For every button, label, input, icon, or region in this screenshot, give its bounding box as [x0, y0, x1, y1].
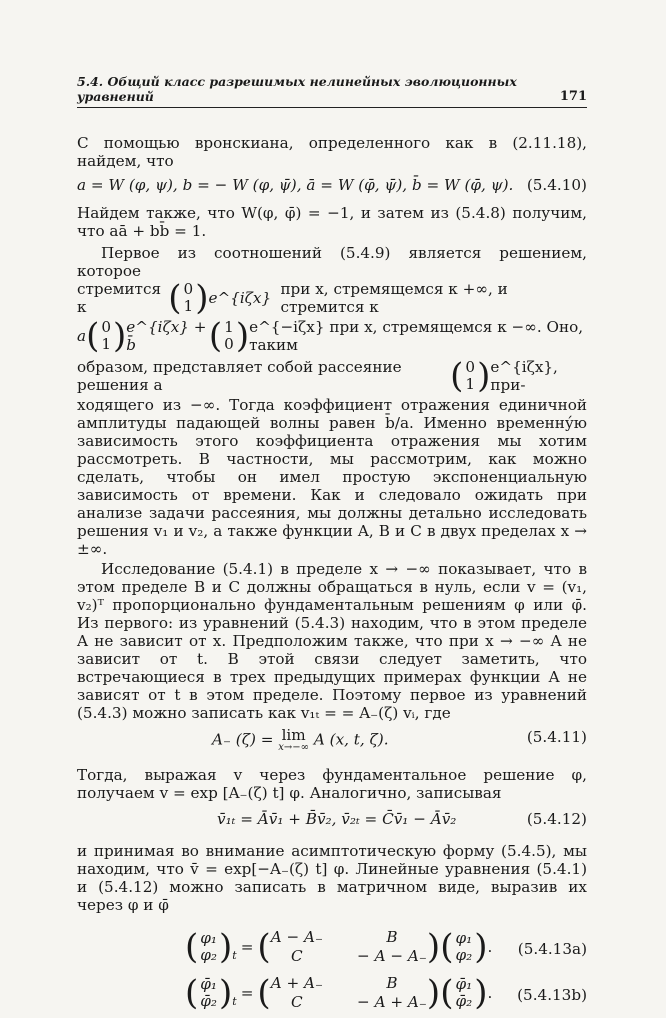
text-stremitsya: стремится к	[77, 280, 162, 316]
equation-tag: (5.4.13a)	[517, 940, 587, 958]
vector-top: 0	[465, 358, 476, 376]
matrix-21: C	[291, 993, 303, 1011]
vector-bottom: φ₂	[455, 945, 473, 964]
coef-a: a	[77, 327, 87, 345]
paragraph-4: Исследование (5.4.1) в пределе x → −∞ показывает, что в этом пределе B и C должны обращаться в нуль, если v = (v₁, v₂)ᵀ пропорционально фундаментальным решениям φ или φ̄. Из первого: из уравнений (5.4.3) находим, что в этом пределе A не зависит от x. Предположим также, что при x → −∞ A не зависит от t. В этой связи следует заметить, что встречающиеся в трех предыдущих примерах функции A не зависят от t в этом пределе. Поэтому первое из уравнений (5.4.3) можно записать как v₁ₜ = = A₋(ζ) vᵢ, где	[77, 560, 587, 722]
running-header	[77, 74, 587, 108]
vector-bottom: φ̄₂	[455, 991, 473, 1010]
page-number: 171	[559, 89, 587, 104]
text-tail: e^{−iζx} при x, стремящемся к −∞. Оно, таким	[249, 318, 584, 354]
vector-top: 0	[183, 280, 194, 298]
equation-tag: (5.4.12)	[526, 810, 587, 828]
equation-5-4-10	[77, 176, 587, 196]
rhs-vector	[455, 976, 472, 1010]
paragraph-6: и принимая во внимание асимптотическую форму (5.4.5), мы находим, что v̄ = exp[−A₋(ζ) t] φ. Линейные уравнения (5.4.1) и (5.4.12) можно записать в матричном виде, выразив их через φ и φ̄	[77, 842, 587, 914]
page	[77, 74, 587, 1018]
matrix-21: C	[291, 947, 303, 965]
paren-close: )	[219, 972, 233, 1013]
equation-body: a = W (φ, ψ), b = − W (φ, ψ̄), ā = W (φ̄, ψ̄), b̄ = W (φ̄, ψ).	[77, 176, 514, 194]
subscript-t: t	[232, 995, 237, 1008]
vector-top: φ̄₁	[200, 974, 217, 993]
vector-1-0	[224, 319, 234, 353]
vector-top: φ₁	[200, 928, 217, 947]
paren-open: (	[450, 356, 464, 396]
paren-close: )	[474, 926, 488, 967]
equation-5-4-12	[77, 810, 587, 832]
vector-top: 0	[101, 318, 111, 336]
exponent-1: e^{iζx}	[208, 289, 272, 307]
text-head: образом, представляет собой рассеяние решения a	[77, 358, 402, 394]
matrix-22: − A + A₋	[357, 993, 427, 1011]
paragraph-1: С помощью вронскиана, определенного как в (2.11.18), найдем, что	[77, 134, 587, 170]
text-tail: e^{iζx}, при-	[490, 358, 558, 394]
paragraph-2: Найдем также, что W(φ, φ̄) = −1, и затем из (5.4.8) получим, что aā + bb̄ = 1.	[77, 204, 587, 240]
vector-bottom: 1	[183, 297, 194, 315]
equation-5-4-11	[77, 728, 587, 762]
limit-operator	[278, 728, 309, 753]
equation-5-4-13b: ( φ̄₁ φ̄₂ ) t = ( A + A₋ B C − A + A₋ ) ( φ̄₁ φ̄₂ ) . (5.4.13b)	[185, 972, 587, 1013]
vector-bottom: 0	[224, 335, 234, 353]
vector-top: φ₁	[455, 928, 473, 947]
paren-close: )	[195, 278, 209, 318]
subscript-t: t	[232, 949, 237, 962]
vector-bottom: φ₂	[200, 945, 217, 964]
matrix-12: B	[386, 974, 398, 992]
exponent-2: e^{iζx} + b̄	[126, 318, 207, 354]
equation-rhs: A (x, t, ζ).	[313, 730, 389, 749]
lhs-vector	[200, 976, 217, 1010]
paren-open: (	[185, 926, 199, 967]
paren-close: )	[477, 356, 491, 396]
vector-bottom: 1	[101, 335, 111, 353]
paragraph-5: Тогда, выражая v через фундаментальное решение φ, получаем v = exp [A₋(ζ) t] φ. Аналогично, записывая	[77, 766, 587, 802]
vector-top: 1	[224, 318, 234, 336]
vector-top: φ̄₁	[455, 974, 473, 993]
paren-close: )	[235, 316, 250, 356]
equation-tag: (5.4.13b)	[517, 986, 587, 1004]
paragraph-3-line-2	[77, 280, 587, 316]
vector-bottom: 1	[465, 375, 476, 393]
paren-open: (	[257, 926, 271, 967]
text-tail: при x, стремящемся к +∞, и стремится к	[280, 280, 508, 316]
matrix-12: B	[386, 928, 398, 946]
matrix	[271, 928, 427, 965]
equation-5-4-13a: ( φ₁ φ₂ ) t = ( A − A₋ B C − A − A₋ ) ( φ₁ φ₂ ) . (5.4.13a)	[185, 926, 587, 967]
vector-bottom: φ̄₂	[200, 991, 217, 1010]
paren-open: (	[86, 316, 100, 356]
vector-0-1	[465, 359, 475, 393]
paragraph-3-line-3	[77, 318, 587, 354]
paren-close: )	[219, 926, 233, 967]
paren-close: )	[426, 972, 441, 1013]
paren-close: )	[426, 926, 441, 967]
matrix	[271, 974, 427, 1011]
limit-word: lim	[281, 726, 306, 744]
paragraph-3-line-1: Первое из соотношений (5.4.9) является решением, которое	[77, 244, 587, 280]
equation-lhs: A₋ (ζ) =	[212, 730, 274, 749]
paren-close: )	[474, 972, 488, 1013]
matrix-11: A − A₋	[270, 928, 324, 946]
limit-subscript: x→−∞	[278, 742, 310, 753]
matrix-11: A + A₋	[270, 974, 324, 992]
paren-close: )	[113, 316, 127, 356]
vector-0-1	[101, 319, 111, 353]
running-title: 5.4. Общий класс разрешимых нелинейных эволюционных уравнений	[77, 74, 517, 104]
paren-open: (	[440, 972, 454, 1013]
rhs-vector	[455, 930, 472, 964]
equation-body: v̄₁ₜ = Āv̄₁ + B̄v̄₂, v̄₂ₜ = C̄v̄₁ − Āv̄₂	[217, 810, 457, 828]
paragraph-3-rest: ходящего из −∞. Тогда коэффициент отражения единичной амплитуды падающей волны равен b̄/a. Именно временну́ю зависимость этого коэффициента отражения мы хотим рассмотреть. В частности, мы рассмотрим, как можно сделать, чтобы он имел простую экспоненциальную зависимость от времени. Как и следовало ожидать при анализе задачи рассеяния, мы должны детально исследовать решения v₁ и v₂, а также функции A, B и C в двух пределах x → ±∞.	[77, 396, 587, 558]
paren-open: (	[168, 278, 182, 318]
vector-0-1	[184, 281, 194, 315]
paren-open: (	[208, 316, 223, 356]
paren-open: (	[257, 972, 271, 1013]
paragraph-3-line-4	[77, 358, 587, 394]
paren-open: (	[440, 926, 454, 967]
paren-open: (	[185, 972, 199, 1013]
equation-tag: (5.4.10)	[526, 176, 587, 194]
matrix-22: − A − A₋	[357, 947, 427, 965]
equation-tag: (5.4.11)	[526, 728, 587, 746]
lhs-vector	[200, 930, 217, 964]
